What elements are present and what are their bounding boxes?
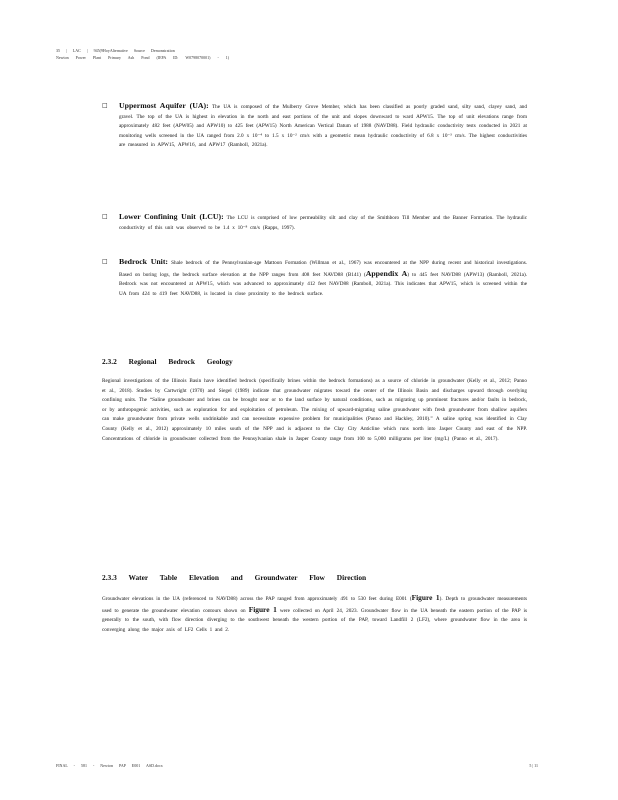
bullet-text: The LCU is comprised of low permeability silt and clay of the Smithboro Till Member and the Banner Formation. The hydraulic conductivity of this unit was observed to be 1.4 x 10⁻⁸ cm/s (Rapps, 1997). bbox=[119, 215, 527, 231]
paragraph-text: Groundwater elevations in the UA (referenced to NAVD88) across the PAP ranged from approximately 491 to 530 feet during E001 ( bbox=[102, 596, 412, 602]
bullet-lower-confining-unit bbox=[102, 212, 527, 233]
footer-page-number: 5 | 11 bbox=[529, 763, 538, 768]
bullet-paragraph bbox=[119, 212, 527, 233]
section-paragraph-2-3-2: Regional investigations of the Illinois Basin have identified bedrock (specifically brines within the bedrock formations) as a source of chloride in groundwater (Kelly et al., 2012; Panno et al., 2018). Studies by Cartwright (1970) and Siegel (1989) indicate that groundwater migrates toward the center of the Illinois Basin and discharges upward through overlying confining units. The “Saline groundwater and brines can be brought near or to the land surface by natural conditions, such as migrating up prominent fractures and/or faults in bedrock, or by anthropogenic activities, such as exploration for and exploitation of petroleum. The mixing of upward-migrating saline groundwater with fresh groundwater from shallow aquifers can make groundwater from private wells undrinkable and can necessitate expensive problem for municipalities (Panno and Hackley, 2010).” A saline spring was identified in Clay County (Kelly et al., 2012) approximately 10 miles south of the NPP and is adjacent to the Clay City Anticline which runs north into Jasper County and east of the NPP. Concentrations of chloride in groundwater collected from the Pennsylvanian shale in Jasper County range from 100 to 5,000 milligrams per liter (mg/L) (Panno et al., 2017). bbox=[102, 378, 527, 442]
bullet-uppermost-aquifer bbox=[102, 101, 527, 151]
section-heading-2-3-2: 2.3.2 Regional Bedrock Geology bbox=[102, 357, 233, 366]
footer-filename: FINAL - 581 - Newton PAP E001 ASD.docx bbox=[56, 763, 163, 768]
bullet-lead: Lower Confining Unit (LCU): bbox=[119, 212, 224, 221]
bullet-text-continued: ) to 445 feet NAVD88 (APW13) (Ramboll, 2021a). Bedrock was not encountered at APW15, which was advanced to approximately 412 feet NAVD88 (Ramboll, 2021a). This indicates that APW15, which is screened within the UA from 424 to 419 feet NAVD88, is located in close proximity to the bedrock surface. bbox=[119, 271, 527, 297]
appendix-reference: Appendix A bbox=[365, 268, 408, 278]
figure-reference: Figure 1 bbox=[248, 604, 277, 614]
bullet-text: Shale bedrock of the Pennsylvanian-age Mattoon Formation (Willman et al., 1967) was encountered at the NPP during recent and historical investigations. Based on boring logs, the bedrock surface elevation at the NPP ranges from 408 feet NAVD88 (B141) ( bbox=[119, 260, 528, 278]
bullet-paragraph bbox=[119, 257, 527, 299]
bullet-square-icon: □ bbox=[102, 102, 108, 109]
paragraph-text: were collected on April 24, 2023. Groundwater flow in the UA beneath the eastern portion of the PAP is generally to the south, with flow direction diverging to the southwest beneath the western portion of the PAP, toward Landfill 2 (LF2), where groundwater flow in the area is converging along the major axis of LF2 Cells 1 and 2. bbox=[102, 607, 527, 633]
bullet-square-icon: □ bbox=[102, 213, 108, 220]
bullet-lead: Uppermost Aquifer (UA): bbox=[119, 101, 209, 110]
paragraph-text: ). Depth to groundwater measurements used to generate the groundwater elevation contours shown on bbox=[102, 596, 527, 614]
header-line-2: Newton Power Plant Primary Ash Pond (IEPA ID: W0798070001) - 1) bbox=[56, 55, 230, 60]
section-heading-2-3-3: 2.3.3 Water Table Elevation and Groundwater Flow Direction bbox=[102, 573, 367, 582]
bullet-text: The UA is composed of the Mulberry Grove Member, which has been classified as poorly graded sand, silty sand, clayey sand, and gravel. The top of the UA is highest in elevation in the north and east portions of the unit and slopes downward to ward APW15. The top of unit elevations range from approximately 482 feet (APW05) and APW10) to 425 feet (APW15) North American Vertical Datum of 1988 (NAVD88). Field hydraulic conductivity tests conducted in 2021 at monitoring wells screened in the UA ranged from 2.0 x 10⁻⁴ to 1.5 x 10⁻² cm/s with a geometric mean hydraulic conductivity of 6.8 x 10⁻³ cm/s. The highest conductivities are measured in APW15, APW16, and APW17 (Ramboll, 2021a). bbox=[119, 104, 527, 149]
figure-reference: Figure 1 bbox=[411, 593, 440, 602]
section-paragraph-2-3-3 bbox=[102, 593, 527, 635]
bullet-paragraph bbox=[119, 101, 527, 151]
bullet-lead: Bedrock Unit: bbox=[119, 257, 169, 266]
header-line-1: 35 | LAC | 945(9HoyAlternative Source Demonstration bbox=[56, 48, 175, 53]
bullet-bedrock-unit bbox=[102, 257, 527, 299]
bullet-square-icon: □ bbox=[102, 258, 108, 265]
